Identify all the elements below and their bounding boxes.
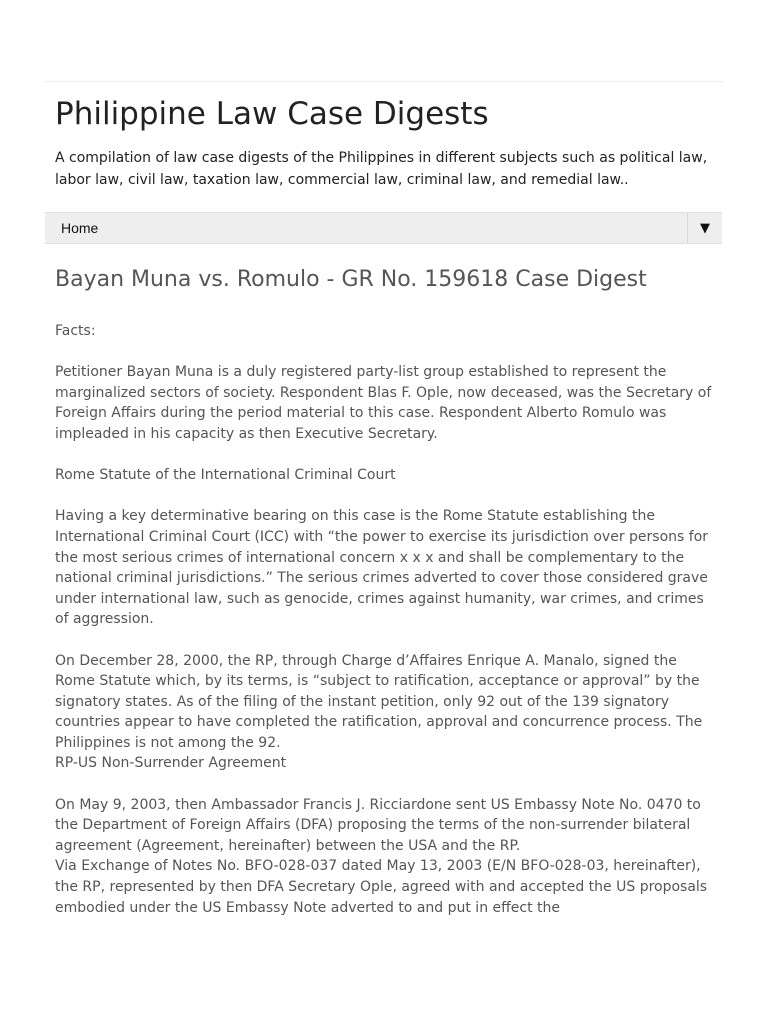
nav-bar: [45, 212, 722, 244]
blog-title[interactable]: Philippine Law Case Digests: [55, 96, 489, 132]
post-paragraph: Having a key determinative bearing on this case is the Rome Statute establishing the International Criminal Court (ICC) with “the power to exercise its jurisdiction over persons for the most serious crimes of international concern x x x and shall be complementary to the national criminal jurisdictions.” The serious crimes adverted to cover those considered grave under international law, such as genocide, crimes against humanity, war crimes, and crimes of aggression.: [55, 508, 709, 628]
post-title: Bayan Muna vs. Romulo - GR No. 159618 Case Digest: [55, 267, 647, 292]
blog-description: A compilation of law case digests of the Philippines in different subjects such as political law, labor law, civil law, taxation law, commercial law, criminal law, and remedial law..: [55, 150, 708, 188]
post-paragraph: On May 9, 2003, then Ambassador Francis J. Ricciardone sent US Embassy Note No. 0470 to the Department of Foreign Affairs (DFA) proposing the terms of the non-surrender bilateral agreement (Agreement, hereinafter) between the USA and the RP.: [55, 796, 701, 854]
post-paragraph-rome-heading: Rome Statute of the International Criminal Court: [55, 467, 396, 484]
header-top-divider: [45, 81, 723, 82]
post-paragraph-facts-heading: Facts:: [55, 323, 96, 339]
post-paragraph: Petitioner Bayan Muna is a duly registered party-list group established to represent the marginalized sectors of society. Respondent Blas F. Ople, now deceased, was the Secretary of Foreign Affairs during the period material to this case. Respondent Alberto Romulo was impleaded in his capacity as then Executive Secretary.: [55, 364, 712, 442]
post: [55, 264, 717, 918]
nav-home-link[interactable]: Home: [61, 220, 99, 236]
post-paragraph: On December 28, 2000, the RP, through Charge d’Affaires Enrique A. Manalo, signed the Rome Statute which, by its terms, is “subject to ratification, acceptance or approval” by the signatory states. As of the filing of the instant petition, only 92 out of the 139 signatory countries appear to have completed the ratification, approval and concurrence process. The Philippines is not among the 92.: [55, 652, 703, 751]
post-paragraph: Via Exchange of Notes No. BFO-028-037 dated May 13, 2003 (E/N BFO-028-03, hereinafter), the RP, represented by then DFA Secretary Ople, agreed with and accepted the US proposals embodied under the US Embassy Note adverted to and put in effect the: [55, 858, 708, 916]
blog-header: [55, 94, 715, 191]
nav-dropdown-toggle[interactable]: [687, 213, 722, 243]
triangle-down-icon: ▼: [700, 221, 710, 236]
post-paragraph-agreement-heading: RP-US Non-Surrender Agreement: [55, 755, 287, 772]
post-body: [55, 321, 717, 918]
